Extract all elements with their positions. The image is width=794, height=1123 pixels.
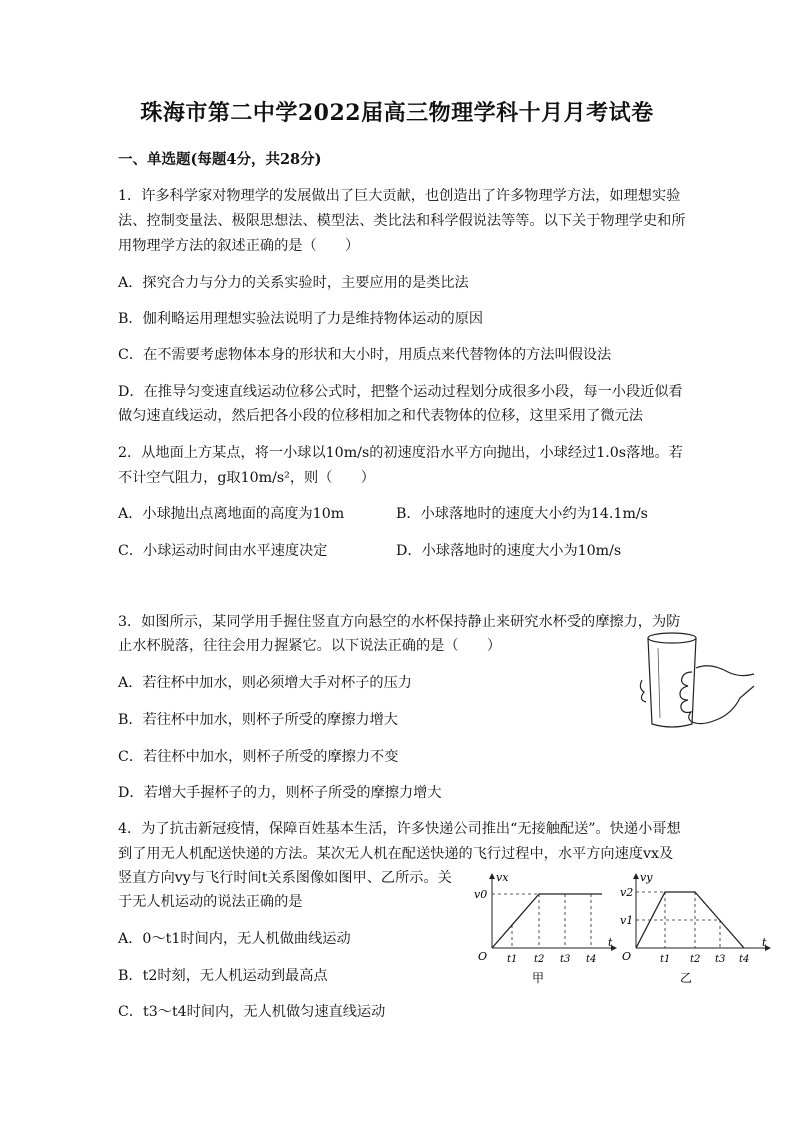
q1-option-d-line1: D．在推导匀变速直线运动位移公式时，把整个运动过程划分成很多小段，每一小段近似看 xyxy=(118,384,683,400)
tick-t2: t2 xyxy=(690,954,701,965)
tick-t1: t1 xyxy=(507,954,518,965)
caption-jia: 甲 xyxy=(532,971,545,985)
hand-fingers xyxy=(680,672,754,724)
q1-option-d-line2: 做匀速直线运动，然后把各小段的位移相加之和代表物体的位移，这里采用了微元法 xyxy=(118,408,643,424)
q4-stem-line2: 到了用无人机配送快递的方法。某次无人机在配送快递的飞行过程中，水平方向速度vx及 xyxy=(118,846,674,862)
q1-option-b: B．伽利略运用理想实验法说明了力是维持物体运动的原因 xyxy=(118,311,484,327)
y-tick-v0: v0 xyxy=(474,888,488,901)
q2-option-b: B．小球落地时的速度大小约为14.1m/s xyxy=(396,506,648,522)
origin-label: O xyxy=(622,950,632,963)
q3-option-d: D．若增大手握杯子的力，则杯子所受的摩擦力增大 xyxy=(118,785,442,801)
q2-stem-line2: 不计空气阻力，g取10m/s²，则（ ） xyxy=(118,470,375,486)
q1-stem-line2: 法、控制变量法、极限思想法、模型法、类比法和科学假说法等等。以下关于物理学史和所 xyxy=(118,213,686,229)
tick-t1: t1 xyxy=(660,954,671,965)
q4-stem-line3: 竖直方向vy与飞行时间t关系图像如图甲、乙所示。关 xyxy=(118,870,452,886)
q3-option-b: B．若往杯中加水，则杯子所受的摩擦力增大 xyxy=(118,712,398,728)
q4-stem-line1: 4．为了抗击新冠疫情，保障百姓基本生活，许多快递公司推出“无接触配送”。快递小哥想 xyxy=(118,821,681,837)
tick-t4: t4 xyxy=(586,954,597,965)
graph-yi xyxy=(616,868,776,988)
q3-stem-line1: 3．如图所示，某同学用手握住竖直方向悬空的水杯保持静止来研究水杯受的摩擦力，为防 xyxy=(118,614,681,630)
y-tick-v2: v2 xyxy=(620,886,634,899)
q4-stem-line4: 于无人机运动的说法正确的是 xyxy=(118,894,303,910)
tick-t4: t4 xyxy=(739,954,750,965)
q3-option-a: A．若往杯中加水，则必须增大手对杯子的压力 xyxy=(118,675,412,691)
q1-option-a: A．探究合力与分力的关系实验时，主要应用的是类比法 xyxy=(118,275,469,291)
vx-line xyxy=(492,894,602,948)
q1-option-c: C．在不需要考虑物体本身的形状和大小时，用质点来代替物体的方法叫假设法 xyxy=(118,347,612,363)
y-tick-v1: v1 xyxy=(620,914,634,927)
tick-t3: t3 xyxy=(715,954,726,965)
q4-option-c: C．t3～t4时间内，无人机做匀速直线运动 xyxy=(118,1004,386,1020)
q2-option-d: D．小球落地时的速度大小为10m/s xyxy=(396,543,622,559)
caption-yi: 乙 xyxy=(680,971,693,985)
q2-stem-line1: 2．从地面上方某点，将一小球以10m/s的初速度沿水平方向抛出，小球经过1.0s落地。若 xyxy=(118,445,683,461)
q3-option-c: C．若往杯中加水，则杯子所受的摩擦力不变 xyxy=(118,749,399,765)
cup-rim xyxy=(648,633,696,643)
cup-body xyxy=(648,638,696,727)
hand-holding-cup-figure xyxy=(636,628,756,738)
xlabel: t xyxy=(762,936,767,949)
origin-label: O xyxy=(478,950,488,963)
q4-option-b: B．t2时刻，无人机运动到最高点 xyxy=(118,968,328,984)
xlabel: t xyxy=(608,936,613,949)
page-title: 珠海市第二中学2022届高三物理学科十月月考试卷 xyxy=(140,100,654,126)
q2-option-a: A．小球抛出点离地面的高度为10m xyxy=(118,506,345,522)
section-heading: 一、单选题(每题4分，共28分) xyxy=(118,151,322,168)
ylabel: vx xyxy=(496,871,509,884)
thumb-tip xyxy=(640,680,646,702)
q4-option-a: A．0～t1时间内，无人机做曲线运动 xyxy=(118,931,351,947)
tick-t3: t3 xyxy=(560,954,571,965)
q3-stem-line2: 止水杯脱落，往往会用力握紧它。以下说法正确的是（ ） xyxy=(118,638,502,654)
q1-stem-line1: 1．许多科学家对物理学的发展做出了巨大贡献，也创造出了许多物理学方法，如理想实验 xyxy=(118,188,681,204)
q1-stem-line3: 用物理学方法的叙述正确的是（ ） xyxy=(118,238,360,254)
hand-thumb xyxy=(696,666,754,676)
ylabel: vy xyxy=(640,871,653,884)
q2-option-c: C．小球运动时间由水平速度决定 xyxy=(118,543,328,559)
tick-t2: t2 xyxy=(534,954,545,965)
graph-jia xyxy=(470,868,620,988)
